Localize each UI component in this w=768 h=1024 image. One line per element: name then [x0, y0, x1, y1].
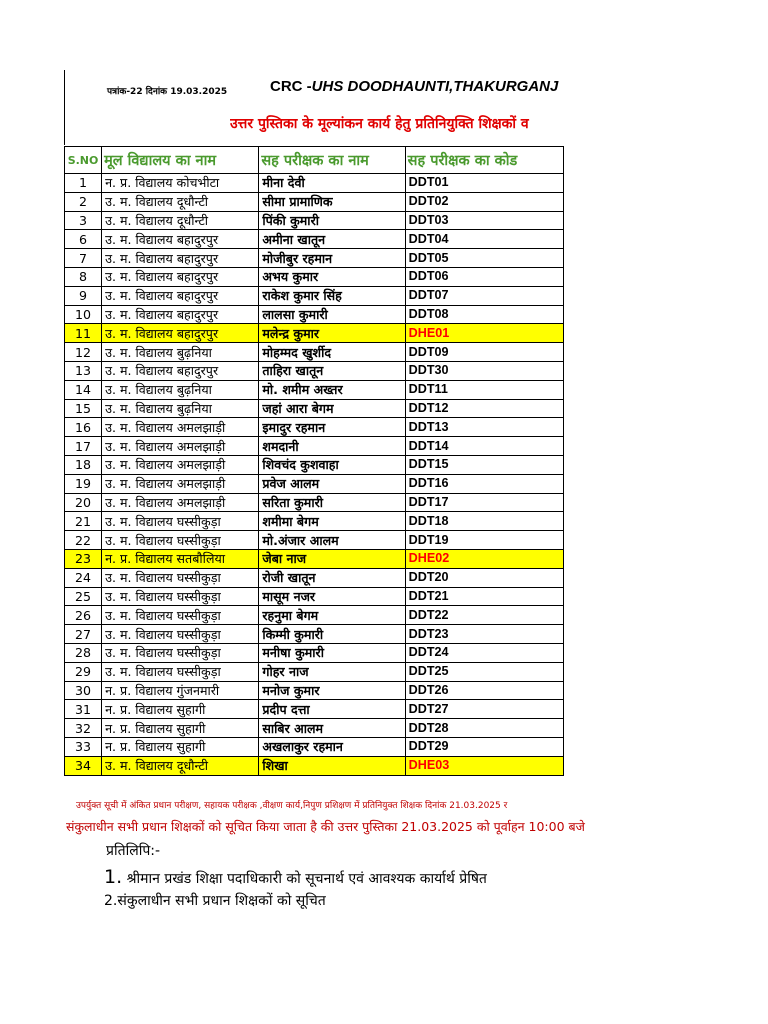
cell-sno: 28: [65, 643, 102, 662]
cell-school: उ. म. विद्यालय बहादुरपुर: [102, 249, 259, 268]
cell-school: न. प्र. विद्यालय गुंजनमारी: [102, 681, 259, 700]
cell-sno: 17: [65, 437, 102, 456]
cell-code: DDT23: [405, 625, 563, 644]
cell-teacher: सीमा प्रामाणिक: [259, 192, 405, 211]
column-header-sno: S.NO: [65, 147, 102, 174]
crc-title: [270, 78, 558, 95]
cell-code: DDT05: [405, 249, 563, 268]
cell-school: उ. म. विद्यालय अमलझाड़ी: [102, 493, 259, 512]
cell-teacher: साबिर आलम: [259, 719, 405, 738]
table-row: [65, 192, 564, 211]
cell-school: उ. म. विद्यालय दूधौन्टी: [102, 756, 259, 775]
cell-teacher: मोहम्मद खुर्शीद: [259, 343, 405, 362]
crc-name: UHS DOODHAUNTI,THAKURGANJ: [311, 78, 559, 95]
cell-teacher: लालसा कुमारी: [259, 305, 405, 324]
cell-school: उ. म. विद्यालय बहादुरपुर: [102, 361, 259, 380]
cell-code: DDT28: [405, 719, 563, 738]
cell-teacher: किम्मी कुमारी: [259, 625, 405, 644]
cell-school: उ. म. विद्यालय बुढ़निया: [102, 399, 259, 418]
cell-code: DDT09: [405, 343, 563, 362]
cell-teacher: प्रवेज आलम: [259, 474, 405, 493]
table-row: [65, 606, 564, 625]
cell-school: उ. म. विद्यालय बुढ़निया: [102, 343, 259, 362]
cell-school: उ. म. विद्यालय घस्सीकुड़ा: [102, 625, 259, 644]
cell-sno: 16: [65, 418, 102, 437]
cell-teacher: राकेश कुमार सिंह: [259, 286, 405, 305]
cell-school: उ. म. विद्यालय घस्सीकुड़ा: [102, 587, 259, 606]
subject-heading: उत्तर पुस्तिका के मूल्यांकन कार्य हेतु प्रतिनियुक्ति शिक्षकों व: [230, 116, 529, 132]
cell-school: उ. म. विद्यालय अमलझाड़ी: [102, 418, 259, 437]
cell-teacher: गोहर नाज: [259, 662, 405, 681]
cell-teacher: मनोज कुमार: [259, 681, 405, 700]
cell-school: उ. म. विद्यालय घस्सीकुड़ा: [102, 512, 259, 531]
cell-school: उ. म. विद्यालय दूधौन्टी: [102, 192, 259, 211]
cell-code: DDT07: [405, 286, 563, 305]
cell-school: न. प्र. विद्यालय सुहागी: [102, 719, 259, 738]
cell-teacher: मो. शमीम अख्तर: [259, 380, 405, 399]
cell-sno: 18: [65, 455, 102, 474]
cell-teacher: शिवचंद कुशवाहा: [259, 455, 405, 474]
cell-code: DDT17: [405, 493, 563, 512]
table-row: [65, 737, 564, 756]
cell-sno: 25: [65, 587, 102, 606]
deputation-table: [64, 146, 564, 776]
cell-code: DDT25: [405, 662, 563, 681]
cell-teacher: रहनुमा बेगम: [259, 606, 405, 625]
cell-code: DDT22: [405, 606, 563, 625]
table-body: [65, 174, 564, 776]
cell-school: उ. म. विद्यालय अमलझाड़ी: [102, 437, 259, 456]
cell-code: DDT24: [405, 643, 563, 662]
cell-code: DDT01: [405, 174, 563, 193]
cell-school: उ. म. विद्यालय घस्सीकुड़ा: [102, 568, 259, 587]
cell-school: न. प्र. विद्यालय सुहागी: [102, 737, 259, 756]
cell-sno: 6: [65, 230, 102, 249]
cell-sno: 20: [65, 493, 102, 512]
cell-code: DHE03: [405, 756, 563, 775]
table-row: [65, 493, 564, 512]
cell-code: DDT04: [405, 230, 563, 249]
cell-code: DDT03: [405, 211, 563, 230]
cell-sno: 26: [65, 606, 102, 625]
cell-school: न. प्र. विद्यालय सतबौलिया: [102, 549, 259, 568]
cell-sno: 2: [65, 192, 102, 211]
table-row: [65, 756, 564, 775]
table-row: [65, 643, 564, 662]
cell-sno: 19: [65, 474, 102, 493]
cell-teacher: जहां आरा बेगम: [259, 399, 405, 418]
cell-teacher: सरिता कुमारी: [259, 493, 405, 512]
cell-school: उ. म. विद्यालय घस्सीकुड़ा: [102, 606, 259, 625]
cell-teacher: मासूम नजर: [259, 587, 405, 606]
table-row: [65, 662, 564, 681]
cell-sno: 23: [65, 549, 102, 568]
table-row: [65, 587, 564, 606]
crc-prefix: CRC -: [270, 78, 312, 95]
cell-sno: 31: [65, 700, 102, 719]
table-row: [65, 531, 564, 550]
cell-sno: 32: [65, 719, 102, 738]
cell-school: उ. म. विद्यालय बहादुरपुर: [102, 286, 259, 305]
table-row: [65, 512, 564, 531]
table-row: [65, 418, 564, 437]
letter-reference: पत्रांक-22 दिनांक 19.03.2025: [107, 87, 228, 97]
cell-code: DDT16: [405, 474, 563, 493]
table-row: [65, 343, 564, 362]
cell-sno: 29: [65, 662, 102, 681]
table-row: [65, 568, 564, 587]
table-row: [65, 286, 564, 305]
cell-teacher: अमीना खातून: [259, 230, 405, 249]
table-row: [65, 719, 564, 738]
cell-school: उ. म. विद्यालय बहादुरपुर: [102, 324, 259, 343]
cell-teacher: रोजी खातून: [259, 568, 405, 587]
cell-teacher: मोजीबुर रहमान: [259, 249, 405, 268]
cell-code: DDT12: [405, 399, 563, 418]
cell-teacher: अभय कुमार: [259, 267, 405, 286]
note-line-1: उपर्युक्त सूची में अंकित प्रधान परीक्षण, सहायक परीक्षक ,वीक्षण कार्य,निपुण प्रशिक्षण में प्रतिनियुक्त शिक्षक दिनांक 21.03.2025 र: [76, 801, 508, 811]
table-row: [65, 361, 564, 380]
table-row: [65, 249, 564, 268]
table-row: [65, 211, 564, 230]
cell-school: उ. म. विद्यालय बहादुरपुर: [102, 230, 259, 249]
cell-sno: 21: [65, 512, 102, 531]
cell-school: उ. म. विद्यालय घस्सीकुड़ा: [102, 662, 259, 681]
cell-sno: 11: [65, 324, 102, 343]
cell-school: उ. म. विद्यालय घस्सीकुड़ा: [102, 531, 259, 550]
copy-item-1-number: 1.: [104, 866, 123, 888]
cell-sno: 22: [65, 531, 102, 550]
cell-teacher: मो.अंजार आलम: [259, 531, 405, 550]
table-row: [65, 549, 564, 568]
cell-code: DDT21: [405, 587, 563, 606]
column-header-teacher: सह परीक्षक का नाम: [259, 147, 405, 174]
cell-sno: 33: [65, 737, 102, 756]
cell-sno: 9: [65, 286, 102, 305]
table-row: [65, 267, 564, 286]
cell-code: DHE01: [405, 324, 563, 343]
cell-teacher: पिंकी कुमारी: [259, 211, 405, 230]
cell-code: DDT18: [405, 512, 563, 531]
table-row: [65, 174, 564, 193]
copy-item-2: 2.संकुलाधीन सभी प्रधान शिक्षकों को सूचित: [104, 893, 326, 909]
cell-code: DDT19: [405, 531, 563, 550]
cell-sno: 12: [65, 343, 102, 362]
cell-code: DDT02: [405, 192, 563, 211]
copy-item-1: [104, 866, 487, 888]
cell-sno: 10: [65, 305, 102, 324]
copy-label: प्रतिलिपि:-: [106, 843, 161, 859]
note-line-2: संकुलाधीन सभी प्रधान शिक्षकों को सूचित किया जाता है की उत्तर पुस्तिका 21.03.2025 को पूर्वाहन 10:00 बजे: [66, 819, 585, 834]
cell-code: DDT30: [405, 361, 563, 380]
table-row: [65, 625, 564, 644]
cell-code: DHE02: [405, 549, 563, 568]
table-row: [65, 474, 564, 493]
cell-school: न. प्र. विद्यालय सुहागी: [102, 700, 259, 719]
cell-teacher: प्रदीप दत्ता: [259, 700, 405, 719]
cell-teacher: मीना देवी: [259, 174, 405, 193]
table-row: [65, 380, 564, 399]
table-row: [65, 305, 564, 324]
left-border-line: [64, 70, 65, 145]
cell-code: DDT08: [405, 305, 563, 324]
column-header-code: सह परीक्षक का कोड: [405, 147, 563, 174]
cell-sno: 30: [65, 681, 102, 700]
cell-sno: 7: [65, 249, 102, 268]
cell-code: DDT14: [405, 437, 563, 456]
cell-teacher: शमदानी: [259, 437, 405, 456]
table-row: [65, 455, 564, 474]
cell-school: उ. म. विद्यालय बहादुरपुर: [102, 305, 259, 324]
cell-school: उ. म. विद्यालय अमलझाड़ी: [102, 474, 259, 493]
cell-code: DDT27: [405, 700, 563, 719]
cell-sno: 14: [65, 380, 102, 399]
cell-sno: 8: [65, 267, 102, 286]
table-header-row: [65, 147, 564, 174]
table-row: [65, 681, 564, 700]
cell-sno: 27: [65, 625, 102, 644]
cell-code: DDT13: [405, 418, 563, 437]
cell-code: DDT26: [405, 681, 563, 700]
cell-code: DDT20: [405, 568, 563, 587]
cell-teacher: शिखा: [259, 756, 405, 775]
cell-teacher: जेबा नाज: [259, 549, 405, 568]
cell-code: DDT11: [405, 380, 563, 399]
cell-sno: 15: [65, 399, 102, 418]
cell-code: DDT29: [405, 737, 563, 756]
cell-teacher: मनीषा कुमारी: [259, 643, 405, 662]
cell-sno: 24: [65, 568, 102, 587]
cell-code: DDT06: [405, 267, 563, 286]
cell-teacher: इमादुर रहमान: [259, 418, 405, 437]
cell-sno: 34: [65, 756, 102, 775]
cell-teacher: अखलाकुर रहमान: [259, 737, 405, 756]
cell-teacher: ताहिरा खातून: [259, 361, 405, 380]
cell-teacher: शमीमा बेगम: [259, 512, 405, 531]
cell-sno: 3: [65, 211, 102, 230]
table-row: [65, 230, 564, 249]
cell-school: उ. म. विद्यालय घस्सीकुड़ा: [102, 643, 259, 662]
cell-school: न. प्र. विद्यालय कोचभीटा: [102, 174, 259, 193]
table-row: [65, 324, 564, 343]
column-header-school: मूल विद्यालय का नाम: [102, 147, 259, 174]
cell-school: उ. म. विद्यालय बुढ़निया: [102, 380, 259, 399]
cell-code: DDT15: [405, 455, 563, 474]
table-row: [65, 437, 564, 456]
cell-school: उ. म. विद्यालय अमलझाड़ी: [102, 455, 259, 474]
cell-teacher: मलेन्द्र कुमार: [259, 324, 405, 343]
cell-school: उ. म. विद्यालय दूधौन्टी: [102, 211, 259, 230]
cell-school: उ. म. विद्यालय बहादुरपुर: [102, 267, 259, 286]
cell-sno: 13: [65, 361, 102, 380]
table-row: [65, 700, 564, 719]
table-row: [65, 399, 564, 418]
cell-sno: 1: [65, 174, 102, 193]
copy-item-1-text: श्रीमान प्रखंड शिक्षा पदाधिकारी को सूचनार्थ एवं आवश्यक कार्यार्थ प्रेषित: [122, 871, 487, 887]
